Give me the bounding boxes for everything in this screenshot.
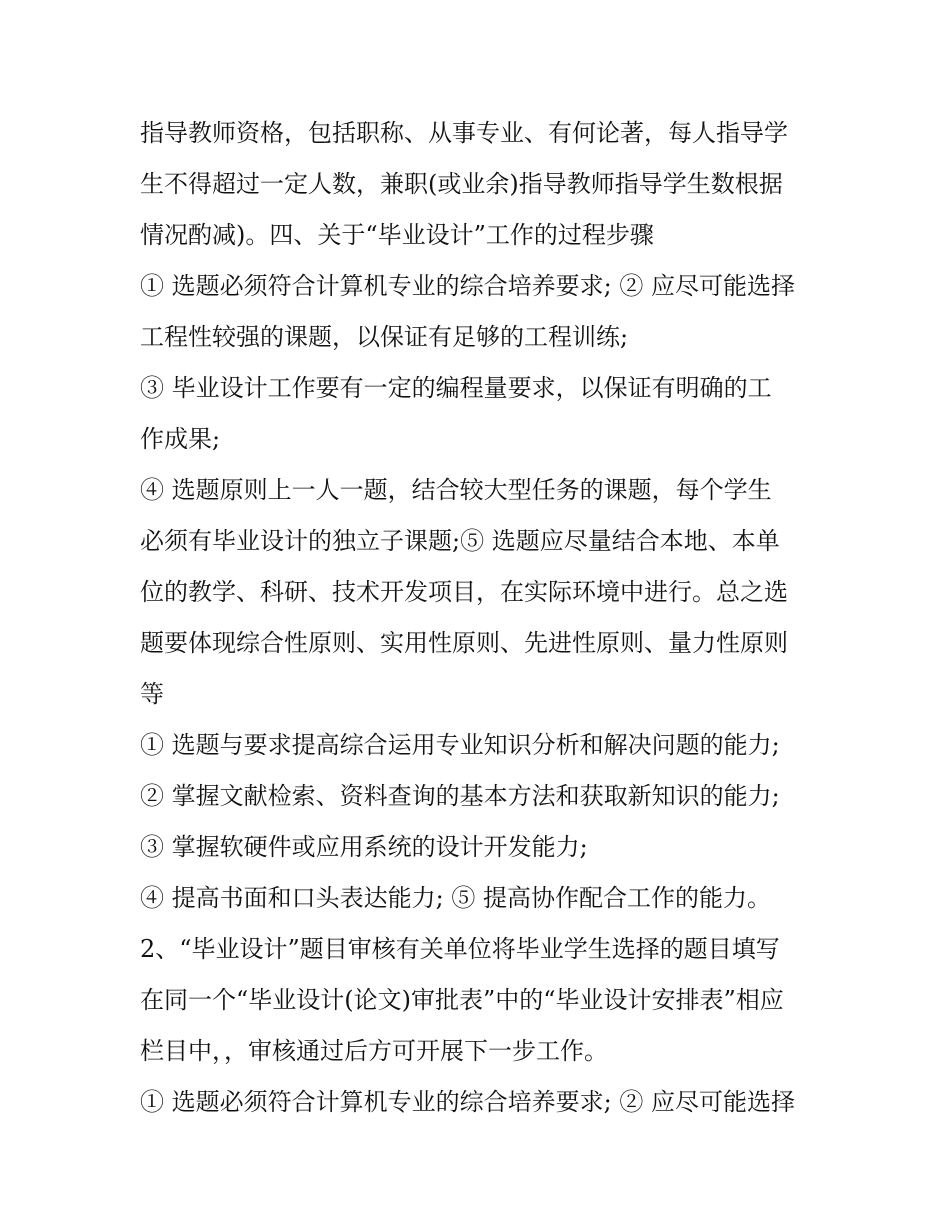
text-line: ① 选题必须符合计算机专业的综合培养要求; ② 应尽可能选择 [140,272,795,300]
text-line: ① 选题与要求提高综合运用专业知识分析和解决问题的能力; [140,731,780,759]
text-line: 作成果; [140,425,221,453]
text-line: ② 掌握文献检索、资料查询的基本方法和获取新知识的能力; [140,782,780,810]
text-line: 2、“毕业设计”题目审核有关单位将毕业学生选择的题目填写 [140,935,780,963]
text-line: 位的教学、科研、技术开发项目，在实际环境中进行。总之选 [140,578,788,606]
text-line: 指导教师资格，包括职称、从事专业、有何论著，每人指导学 [140,119,788,147]
text-line: 工程性较强的课题，以保证有足够的工程训练; [140,323,629,351]
document-body [140,108,820,1128]
text-line: 栏目中，，审核通过后方可开展下一步工作。 [140,1037,608,1065]
text-line: 情况酌减)。四、关于“毕业设计”工作的过程步骤 [140,221,654,249]
text-line: ④ 选题原则上一人一题，结合较大型任务的课题，每个学生 [140,476,772,504]
text-line: ① 选题必须符合计算机专业的综合培养要求; ② 应尽可能选择 [140,1088,795,1116]
text-line: ③ 掌握软硬件或应用系统的设计开发能力; [140,833,588,861]
text-line: 在同一个“毕业设计(论文)审批表”中的“毕业设计安排表”相应 [140,986,784,1014]
text-line: 必须有毕业设计的独立子课题;⑤ 选题应尽量结合本地、本单 [140,527,780,555]
text-line: 等 [140,680,164,708]
text-line: ③ 毕业设计工作要有一定的编程量要求，以保证有明确的工 [140,374,772,402]
text-line: ④ 提高书面和口头表达能力; ⑤ 提高协作配合工作的能力。 [140,884,771,912]
text-line: 题要体现综合性原则、实用性原则、先进性原则、量力性原则 [140,629,788,657]
text-line: 生不得超过一定人数，兼职(或业余)指导教师指导学生数根据 [140,170,783,198]
